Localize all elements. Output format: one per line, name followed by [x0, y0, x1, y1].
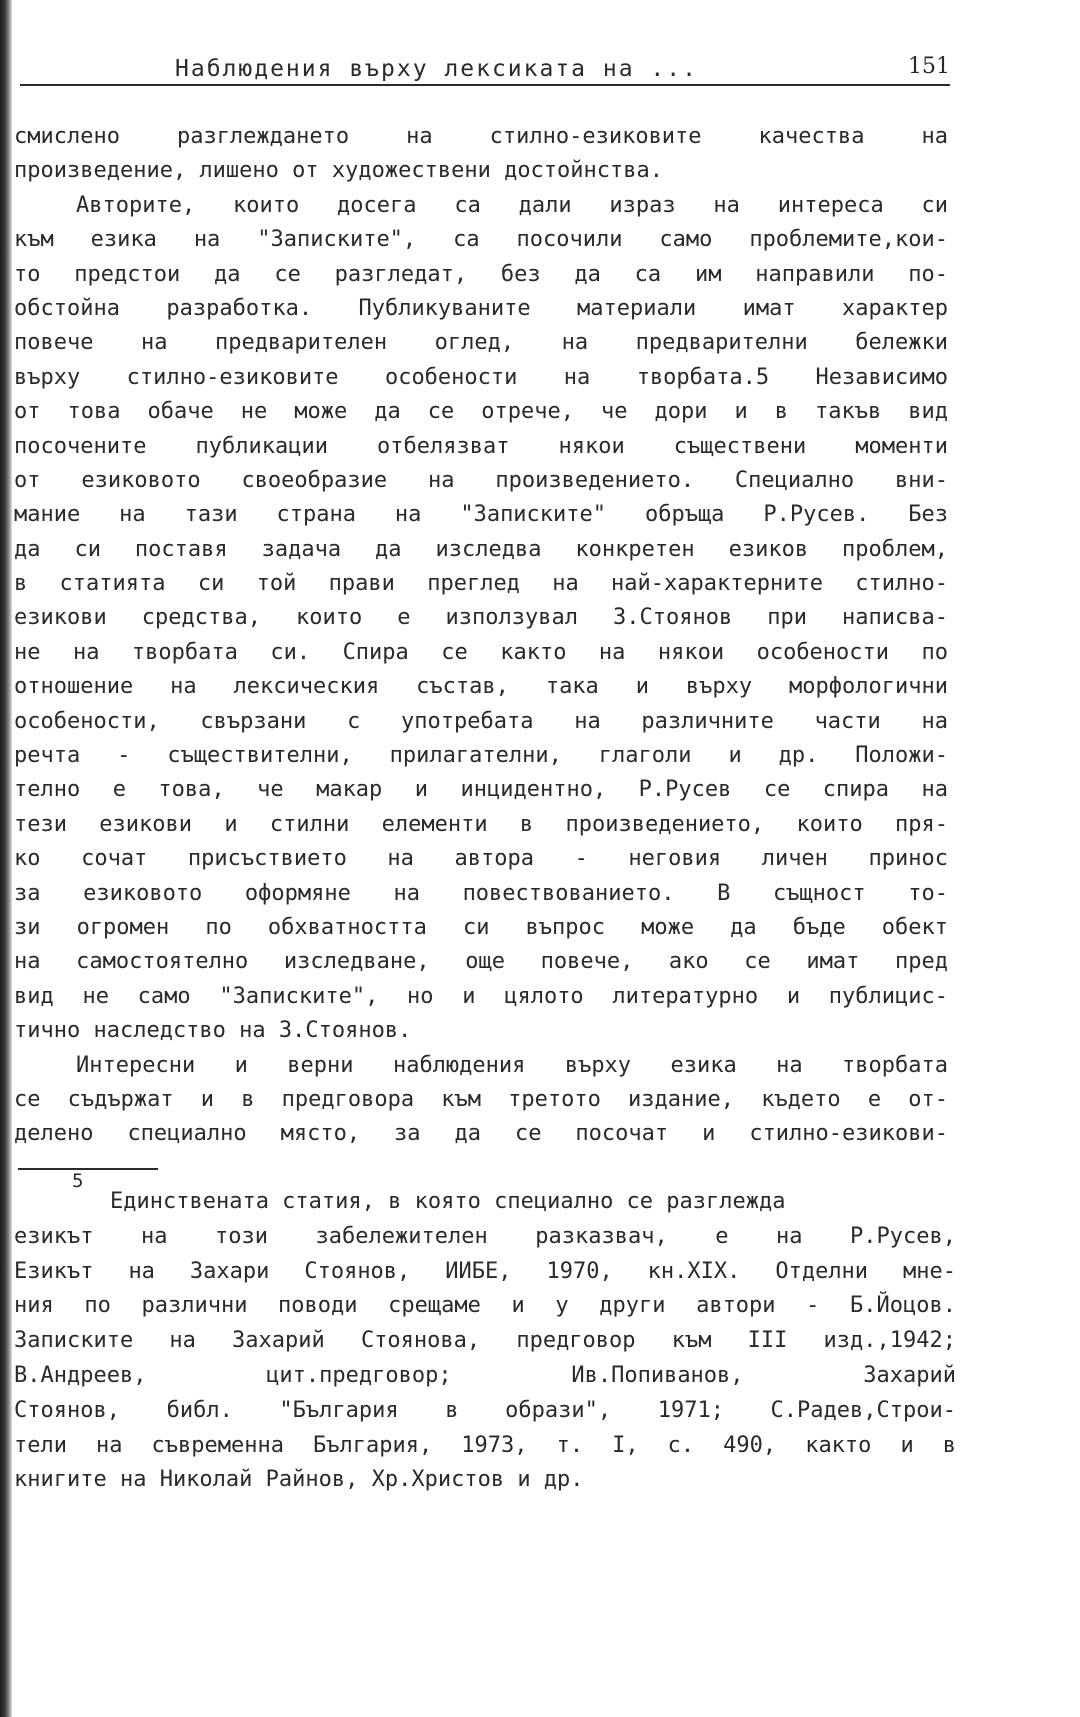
- body-text: [14, 120, 948, 1152]
- page-number: 151: [908, 54, 950, 79]
- text-line: Интересни и верни наблюдения върху езика на творбата: [76, 1052, 948, 1078]
- footnote-line: [14, 1170, 956, 1220]
- footnote-line: Езикът на Захари Стоянов, ИИБЕ, 1970, кн.XIX. Отделни мне-: [14, 1258, 956, 1284]
- text-line: смислено разглеждането на стилно-езиковите качества на: [14, 124, 948, 149]
- binding-edge: [0, 0, 12, 1717]
- text-line: вид не само "Записките", но и цялото литературно и публицис-: [14, 983, 948, 1009]
- footnote-line: В.Андреев, цит.предговор; Ив.Попиванов, Захарий: [14, 1362, 956, 1388]
- text-line: от езиковото своеобразие на произведението. Специално вни-: [14, 467, 948, 493]
- footnote-line: тели на съвременна България, 1973, т. I, с. 490, както и в: [14, 1432, 956, 1458]
- text-line: се съдържат и в предговора към третото издание, където е от-: [14, 1086, 948, 1112]
- text-line: делено специално място, за да се посочат и стилно-езикови-: [14, 1121, 948, 1147]
- text-line: за езиковото оформяне на повествованието. В същност то-: [14, 880, 948, 906]
- text-line: зи огромен по обхватността си въпрос може да бъде обект: [14, 914, 948, 940]
- text-line: на самостоятелно изследване, още повече, ако се имат пред: [14, 949, 948, 975]
- page-header: [20, 52, 950, 84]
- footnote-rule: [18, 1168, 158, 1170]
- text-line: към езика на "Записките", са посочили само проблемите,кои-: [14, 227, 948, 253]
- footnote-text: Единствената статия, в която специално се разглежда: [110, 1189, 786, 1214]
- text-line: посочените публикации отбелязват някои съществени моменти: [14, 433, 948, 459]
- header-rule: [20, 84, 950, 86]
- text-line: от това обаче не може да се отрече, че дори и в такъв вид: [14, 399, 948, 425]
- text-line: повече на предварителен оглед, на предварителни бележки: [14, 330, 948, 356]
- text-line: Авторите, които досега са дали израз на интереса си: [76, 192, 948, 218]
- footnote-line: Стоянов, библ. "България в образи", 1971; С.Радев,Строи-: [14, 1397, 956, 1423]
- text-line: обстойна разработка. Публикуваните материали имат характер: [14, 295, 948, 321]
- text-line: особености, свързани с употребата на различните части на: [14, 708, 948, 734]
- footnote-line: Записките на Захарий Стоянова, предговор към III изд.,1942;: [14, 1328, 956, 1354]
- text-line: не на творбата си. Спира се както на някои особености по: [14, 639, 948, 665]
- text-line: речта - съществителни, прилагателни, глаголи и др. Положи-: [14, 743, 948, 769]
- footnote-line: книгите на Николай Райнов, Хр.Христов и др.: [14, 1467, 584, 1493]
- text-line: то предстои да се разгледат, без да са им направили по-: [14, 261, 948, 287]
- footnote-line: ния по различни поводи срещаме и у други автори - Б.Йоцов.: [14, 1293, 956, 1319]
- footnote-mark: 5: [72, 1170, 84, 1192]
- text-line: тично наследство на З.Стоянов.: [14, 1018, 412, 1044]
- text-line: мание на тази страна на "Записките" обръща Р.Русев. Без: [14, 502, 948, 528]
- text-line: езикови средства, които е използувал З.Стоянов при написва-: [14, 605, 948, 631]
- text-line: да си поставя задача да изследва конкретен езиков проблем,: [14, 536, 948, 562]
- text-line: в статията си той прави преглед на най-характерните стилно-: [14, 571, 948, 597]
- text-line: тези езикови и стилни елементи в произведението, които пря-: [14, 811, 948, 837]
- footnotes: [14, 1170, 956, 1498]
- text-line: ко сочат присъствието на автора - неговия личен принос: [14, 846, 948, 872]
- text-line: върху стилно-езиковите особености на творбата.5 Независимо: [14, 364, 948, 390]
- footnote-line: езикът на този забележителен разказвач, е на Р.Русев,: [14, 1223, 956, 1249]
- text-line: отношение на лексическия състав, така и върху морфологични: [14, 674, 948, 700]
- running-title: Наблюдения върху лексиката на ...: [175, 56, 698, 82]
- text-line: произведение, лишено от художествени достойнства.: [14, 158, 664, 184]
- text-line: телно е това, че макар и инцидентно, Р.Русев се спира на: [14, 777, 948, 803]
